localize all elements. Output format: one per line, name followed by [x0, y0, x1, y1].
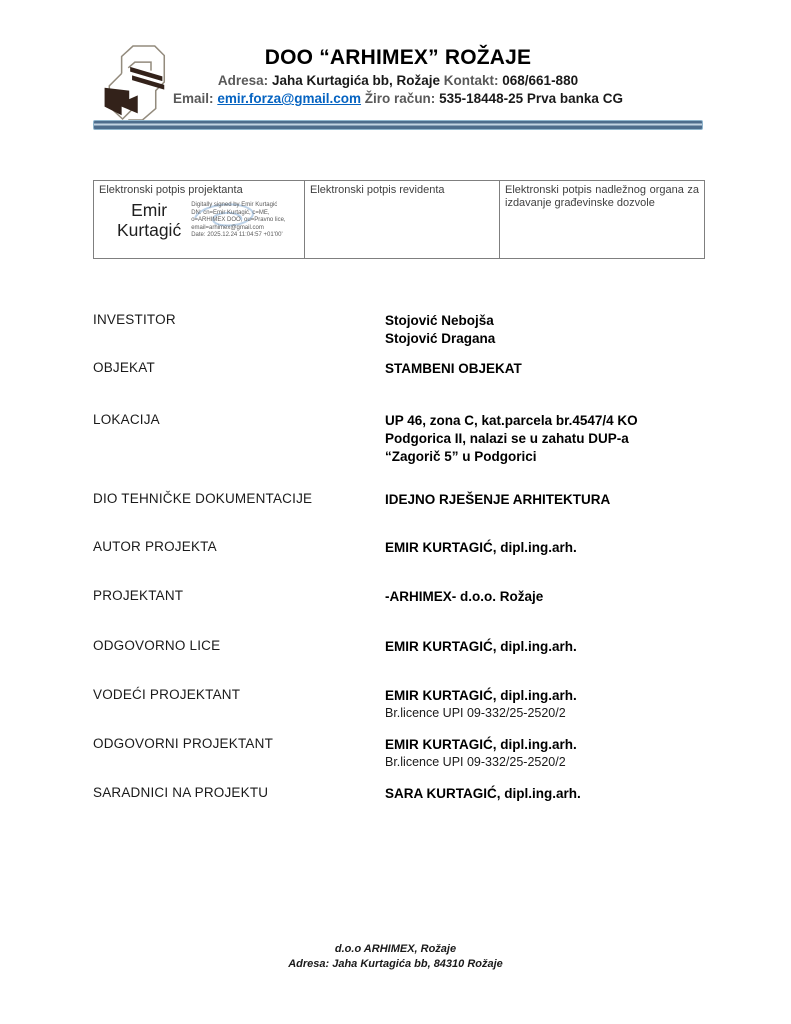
contact-value: 068/661-880 — [502, 73, 579, 88]
detail-label: INVESTITOR — [93, 312, 176, 327]
detail-label: LOKACIJA — [93, 412, 160, 427]
signature-name-line1: Emir — [131, 200, 168, 220]
detail-value — [385, 312, 495, 348]
email-label: Email: — [173, 91, 214, 106]
company-header — [93, 46, 703, 106]
detail-label: SARADNICI NA PROJEKTU — [93, 785, 269, 800]
header-divider — [93, 120, 703, 130]
signature-cell-projektant — [94, 181, 305, 259]
detail-label: ODGOVORNI PROJEKTANT — [93, 736, 274, 751]
detail-value-line: EMIR KURTAGIĆ, dipl.ing.arh. — [385, 639, 577, 654]
signature-table — [93, 180, 705, 259]
email-link[interactable]: emir.forza@gmail.com — [217, 91, 362, 106]
detail-licence-line: Br.licence UPI 09-332/25-2520/2 — [385, 755, 566, 769]
detail-label: AUTOR PROJEKTA — [93, 539, 217, 554]
signature-detail-line: o=ARHIMEX DOO, ou=Pravno lice, — [191, 217, 286, 223]
signature-col-header: Elektronski potpis projektanta — [99, 184, 243, 196]
detail-value-line: EMIR KURTAGIĆ, dipl.ing.arh. — [385, 737, 577, 752]
address-value: Jaha Kurtagića bb, Rožaje — [271, 73, 440, 88]
detail-value-line: SARA KURTAGIĆ, dipl.ing.arh. — [385, 786, 581, 801]
detail-value — [385, 785, 581, 803]
account-value: 535-18448-25 Prva banka CG — [439, 91, 623, 106]
detail-row-vodeci-projektant — [93, 687, 733, 722]
signature-name-line2: Kurtagić — [117, 220, 182, 240]
detail-value-line: Stojović Dragana — [385, 331, 496, 346]
signature-detail-line: email=arhimex@gmail.com — [191, 224, 264, 231]
detail-value-line: Stojović Nebojša — [385, 313, 494, 328]
detail-row-odgovorni-projektant — [93, 736, 733, 771]
footer-address: Adresa: Jaha Kurtagića bb, 84310 Rožaje — [288, 958, 503, 970]
detail-row-odgovorno-lice — [93, 638, 733, 656]
email-line — [93, 91, 703, 106]
detail-label: DIO TEHNIČKE DOKUMENTACIJE — [93, 491, 313, 506]
detail-label: ODGOVORNO LICE — [93, 638, 221, 653]
detail-value — [385, 638, 577, 656]
page-footer — [0, 942, 791, 972]
detail-value-line: UP 46, zona C, kat.parcela br.4547/4 KO — [385, 413, 638, 428]
detail-row-projektant — [93, 588, 733, 606]
detail-value — [385, 360, 522, 378]
detail-value-line: EMIR KURTAGIĆ, dipl.ing.arh. — [385, 688, 577, 703]
detail-value — [385, 588, 543, 606]
detail-row-investitor — [93, 312, 733, 348]
contact-label: Kontakt: — [443, 73, 499, 88]
detail-value-line: “Zagorič 5” u Podgorici — [385, 449, 537, 464]
detail-value — [385, 736, 577, 771]
detail-row-lokacija — [93, 412, 733, 466]
detail-label: PROJEKTANT — [93, 588, 184, 603]
detail-value-line: Podgorica II, nalazi se u zahatu DUP-a — [385, 431, 629, 446]
account-label: Žiro račun: — [364, 91, 436, 106]
address-label: Adresa: — [217, 73, 269, 88]
detail-row-autor — [93, 539, 733, 557]
detail-label: VODEĆI PROJEKTANT — [93, 687, 241, 702]
signature-detail-line: DN: cn=Emir Kurtagić, c=ME, — [191, 209, 270, 216]
detail-row-saradnici — [93, 785, 733, 803]
address-line — [93, 73, 703, 88]
signature-name — [117, 200, 181, 240]
signature-details — [191, 202, 285, 240]
detail-row-dio-tehnicke — [93, 491, 733, 509]
detail-value — [385, 539, 577, 557]
detail-value-line: IDEJNO RJEŠENJE ARHITEKTURA — [385, 492, 611, 507]
signature-cell-revident — [305, 181, 500, 259]
detail-value-line: -ARHIMEX- d.o.o. Rožaje — [385, 589, 544, 604]
company-name: DOO “ARHIMEX” ROŽAJE — [264, 46, 532, 69]
signature-detail-line: Date: 2025.12.24 11:04:57 +01'00' — [191, 232, 283, 238]
signature-col-header: Elektronski potpis nadležnog organa za izdavanje građevinske dozvole — [505, 184, 699, 209]
signature-detail-line: Digitally signed by Emir Kurtagić — [191, 202, 278, 208]
detail-value — [385, 687, 577, 722]
detail-value — [385, 412, 638, 466]
detail-value-line: STAMBENI OBJEKAT — [385, 361, 522, 376]
detail-label: OBJEKAT — [93, 360, 155, 375]
footer-company: d.o.o ARHIMEX, Rožaje — [334, 943, 457, 955]
detail-value — [385, 491, 610, 509]
detail-licence-line: Br.licence UPI 09-332/25-2520/2 — [385, 706, 566, 720]
signature-cell-organ — [500, 181, 705, 259]
signature-col-header: Elektronski potpis revidenta — [310, 184, 445, 196]
detail-row-objekat — [93, 360, 733, 378]
detail-value-line: EMIR KURTAGIĆ, dipl.ing.arh. — [385, 540, 577, 555]
digital-signature — [99, 200, 299, 240]
